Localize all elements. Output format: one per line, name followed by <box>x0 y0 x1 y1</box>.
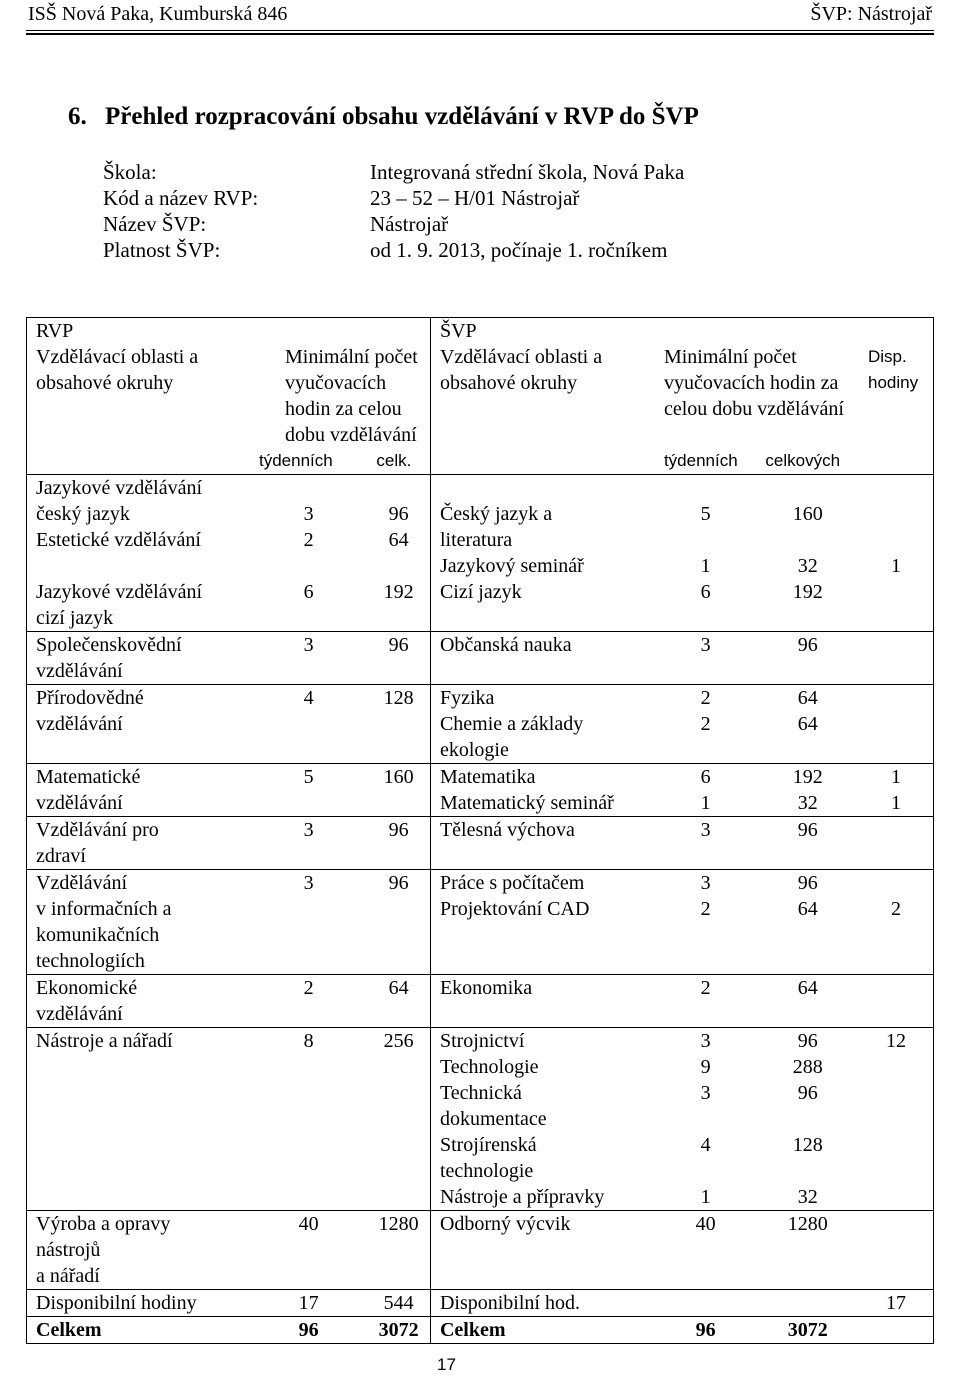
curriculum-table <box>26 317 934 1344</box>
rvp-total-cell <box>367 817 430 870</box>
rvp-total: 96 <box>388 503 409 525</box>
table-row <box>27 632 934 685</box>
disp-hours <box>859 975 933 1001</box>
svp-subject <box>440 475 655 501</box>
svp-weekly <box>655 475 756 501</box>
rvp-area: nástrojů <box>36 1239 101 1261</box>
svp-weekly <box>655 1290 756 1316</box>
table-row <box>27 1028 934 1211</box>
info-value: 23 – 52 – H/01 Nástrojař <box>370 186 580 210</box>
rvp-area: Společenskovědní <box>36 634 182 656</box>
svp-subject: Strojírenská <box>439 1134 537 1156</box>
svp-subject-cell <box>430 632 655 685</box>
rvp-total-cell <box>367 975 430 1028</box>
disp-hours <box>859 475 933 501</box>
disp-hours <box>859 527 933 553</box>
rvp-weekly <box>250 553 367 579</box>
rvp-total-cell <box>367 1290 430 1317</box>
svp-weekly: 1 <box>700 1186 711 1208</box>
total-label: Celkem <box>27 1317 251 1344</box>
header-min-hours: Minimální počet vyučovacích hodin za celou dobu vzdělávání <box>285 346 418 446</box>
page-number: 17 <box>437 1355 456 1374</box>
disp-hours-cell <box>859 1290 934 1317</box>
rvp-area: Ekonomické <box>36 977 138 999</box>
svp-total-cell <box>756 870 859 975</box>
rvp-weekly: 3 <box>303 634 314 656</box>
total-weekly: 96 <box>250 1317 367 1344</box>
disp-hours <box>859 501 933 527</box>
rvp-area: Matematické <box>36 766 141 788</box>
total-label-svp: Celkem <box>430 1317 655 1344</box>
rvp-area-cell <box>27 1290 251 1317</box>
rvp-total: 160 <box>383 766 414 788</box>
svp-weekly: 4 <box>700 1134 711 1156</box>
svp-total-cell <box>756 817 859 870</box>
sub-total: celk. <box>376 451 412 470</box>
svp-total: 288 <box>792 1056 823 1078</box>
title-text: Přehled rozpracování obsahu vzdělávání v RVP do ŠVP <box>105 103 699 130</box>
rvp-total: 96 <box>388 819 409 841</box>
svp-subject: Práce s počítačem <box>439 872 585 894</box>
rvp-area-cell <box>27 475 251 632</box>
svp-total-cell <box>756 685 859 764</box>
disp-hours <box>859 817 933 843</box>
disp-hours-cell <box>859 685 934 764</box>
rvp-total <box>367 475 430 501</box>
rvp-area-cell <box>27 870 251 975</box>
svp-total: 64 <box>797 977 818 999</box>
svp-weekly-cell <box>655 975 756 1028</box>
table-header-row <box>27 344 934 448</box>
rvp-area: vzdělávání <box>36 660 123 682</box>
rvp-area: Estetické vzdělávání <box>36 529 201 551</box>
svp-total: 192 <box>792 766 823 788</box>
svp-subject: Odborný výcvik <box>439 1213 571 1235</box>
disp-hours <box>859 1211 933 1237</box>
svp-weekly: 3 <box>700 1082 711 1104</box>
info-key: Kód a název RVP: <box>103 186 259 210</box>
header-school: ISŠ Nová Paka, Kumburská 846 <box>28 3 288 25</box>
info-key: Název ŠVP: <box>103 212 207 236</box>
svp-subject: Strojnictví <box>439 1030 525 1052</box>
table-row <box>27 975 934 1028</box>
rvp-total: 96 <box>388 634 409 656</box>
svp-weekly: 3 <box>700 872 711 894</box>
rvp-total-cell <box>367 685 430 764</box>
total-hours: 3072 <box>367 1317 430 1344</box>
rvp-weekly-cell <box>250 975 367 1028</box>
rvp-weekly-cell <box>250 817 367 870</box>
header-divider <box>26 30 934 31</box>
svp-subject: Matematický seminář <box>439 792 614 814</box>
svp-weekly-cell <box>655 817 756 870</box>
svp-total-cell <box>756 1290 859 1317</box>
svp-subject: Fyzika <box>439 687 495 709</box>
svp-total: 64 <box>797 713 818 735</box>
svp-weekly <box>655 1158 756 1184</box>
svp-subject: Jazykový seminář <box>439 555 584 577</box>
header-program: ŠVP: Nástrojař <box>810 3 932 25</box>
svp-total <box>756 1158 859 1184</box>
rvp-weekly: 3 <box>303 503 314 525</box>
svp-weekly: 2 <box>700 977 711 999</box>
rvp-total: 256 <box>383 1030 414 1052</box>
total-hours-svp: 3072 <box>756 1317 859 1344</box>
rvp-area-cell <box>27 975 251 1028</box>
info-value: od 1. 9. 2013, počínaje 1. ročníkem <box>370 238 668 262</box>
svp-weekly <box>655 527 756 553</box>
svp-weekly: 3 <box>700 819 711 841</box>
disp-hours <box>859 632 933 658</box>
svp-subject: ekologie <box>439 739 509 761</box>
rvp-weekly: 2 <box>303 529 314 551</box>
svp-subject-cell <box>430 1211 655 1290</box>
rvp-area-cell <box>27 817 251 870</box>
disp-hours: 1 <box>891 766 901 788</box>
rvp-weekly-cell <box>250 632 367 685</box>
rvp-area: Vzdělávání pro <box>36 819 159 841</box>
svp-total-cell <box>756 632 859 685</box>
svp-total <box>756 1106 859 1132</box>
svp-subject: Cizí jazyk <box>439 581 522 603</box>
header-area-svp: Vzdělávací oblasti a obsahové okruhy <box>430 344 655 448</box>
svp-weekly: 2 <box>700 713 711 735</box>
rvp-area: technologiích <box>36 950 145 972</box>
info-value: Integrovaná střední škola, Nová Paka <box>370 160 685 184</box>
svp-weekly-cell <box>655 1290 756 1317</box>
rvp-area: vzdělávání <box>36 792 123 814</box>
disp-hours: 17 <box>886 1292 906 1314</box>
disp-hours: 12 <box>886 1030 906 1052</box>
svp-weekly: 5 <box>700 503 711 525</box>
svp-total: 96 <box>797 1082 818 1104</box>
table-row <box>27 475 934 632</box>
rvp-total-cell <box>367 475 430 632</box>
svp-subject: literatura <box>439 529 513 551</box>
rvp-total: 64 <box>388 977 409 999</box>
rvp-weekly-cell <box>250 870 367 975</box>
svp-subject-cell <box>430 1290 655 1317</box>
svp-weekly: 3 <box>700 1030 711 1052</box>
svp-weekly: 1 <box>700 792 711 814</box>
svp-subject: Nástroje a přípravky <box>439 1186 605 1208</box>
svp-total: 32 <box>797 1186 818 1208</box>
svp-subject: Chemie a základy <box>439 713 584 735</box>
rvp-area: Výroba a opravy <box>36 1213 171 1235</box>
rvp-area: Přírodovědné <box>36 687 144 709</box>
rvp-area: Disponibilní hodiny <box>36 1292 197 1314</box>
rvp-weekly: 4 <box>303 687 314 709</box>
disp-hours-cell <box>859 764 934 817</box>
rvp-total: 192 <box>383 581 414 603</box>
svp-subject-cell <box>430 1028 655 1211</box>
header-area: Vzdělávací oblasti a obsahové okruhy <box>36 346 199 394</box>
svp-weekly: 6 <box>700 581 711 603</box>
rvp-weekly-cell <box>250 764 367 817</box>
rvp-weekly: 3 <box>303 819 314 841</box>
disp-hours <box>859 870 933 896</box>
svp-total: 192 <box>792 581 823 603</box>
rvp-total-cell <box>367 1211 430 1290</box>
disp-hours-cell <box>859 632 934 685</box>
svp-total <box>756 1290 859 1316</box>
table-row <box>27 1211 934 1290</box>
total-weekly-svp: 96 <box>655 1317 756 1344</box>
header-divider-thick <box>26 33 934 35</box>
sub-weekly-svp: týdenních <box>663 451 738 470</box>
disp-hours <box>859 685 933 711</box>
table-row <box>27 1290 934 1317</box>
rvp-total-cell <box>367 1028 430 1211</box>
svp-subject: dokumentace <box>439 1108 547 1130</box>
rvp-total: 64 <box>388 529 409 551</box>
rvp-total: 544 <box>383 1292 414 1314</box>
svp-subject: Ekonomika <box>439 977 533 999</box>
disp-hours-cell <box>859 475 934 632</box>
info-value: Nástrojař <box>370 212 449 236</box>
rvp-weekly-cell <box>250 685 367 764</box>
disp-hours-cell <box>859 975 934 1028</box>
svp-weekly: 2 <box>700 687 711 709</box>
svp-subject-cell <box>430 475 655 632</box>
rvp-area: komunikačních <box>36 924 160 946</box>
rvp-area-cell <box>27 1211 251 1290</box>
rvp-area: český jazyk <box>36 503 130 525</box>
rvp-weekly-cell <box>250 1211 367 1290</box>
rvp-total-cell <box>367 870 430 975</box>
sub-total-svp: celkových <box>765 451 841 470</box>
total-row <box>27 1317 934 1344</box>
svp-total: 1280 <box>787 1213 828 1235</box>
svp-subject: Disponibilní hod. <box>439 1292 580 1314</box>
svp-total: 96 <box>797 1030 818 1052</box>
rvp-area-cell <box>27 685 251 764</box>
rvp-total: 96 <box>388 872 409 894</box>
svp-subject-cell <box>430 685 655 764</box>
header-disp: Disp. hodiny <box>868 347 919 392</box>
info-key: Škola: <box>103 160 157 184</box>
table-row <box>27 817 934 870</box>
rvp-area-cell <box>27 632 251 685</box>
rvp-total-cell <box>367 764 430 817</box>
svp-subject: Český jazyk a <box>439 503 553 525</box>
rvp-total-cell <box>367 632 430 685</box>
svp-weekly-cell <box>655 475 756 632</box>
svp-subject-cell <box>430 764 655 817</box>
svp-weekly-cell <box>655 1211 756 1290</box>
rvp-total <box>367 553 430 579</box>
rvp-area: Nástroje a nářadí <box>36 1030 173 1052</box>
svp-weekly-cell <box>655 685 756 764</box>
rvp-weekly: 5 <box>303 766 314 788</box>
svp-total <box>756 527 859 553</box>
rvp-area <box>36 553 250 579</box>
rvp-weekly: 6 <box>303 581 314 603</box>
disp-hours-cell <box>859 1211 934 1290</box>
rvp-weekly: 8 <box>303 1030 314 1052</box>
svp-weekly <box>655 1106 756 1132</box>
svp-total: 160 <box>792 503 823 525</box>
disp-hours-cell <box>859 870 934 975</box>
svp-total-cell <box>756 1211 859 1290</box>
rvp-area: Jazykové vzdělávání <box>36 477 203 499</box>
rvp-area: Jazykové vzdělávání <box>36 581 203 603</box>
svp-subject: Občanská nauka <box>439 634 572 656</box>
rvp-weekly: 17 <box>298 1292 319 1314</box>
svp-total: 64 <box>797 898 818 920</box>
rvp-area: Vzdělávání <box>36 872 128 894</box>
rvp-weekly <box>250 475 367 501</box>
title-number: 6. <box>68 103 87 130</box>
svp-weekly: 3 <box>700 634 711 656</box>
disp-hours-cell <box>859 1028 934 1211</box>
svp-total-cell <box>756 1028 859 1211</box>
svp-total-cell <box>756 764 859 817</box>
svp-weekly-cell <box>655 1028 756 1211</box>
svp-total: 128 <box>792 1134 823 1156</box>
rvp-area: a nářadí <box>36 1265 100 1287</box>
svp-total: 32 <box>797 792 818 814</box>
svp-total-cell <box>756 975 859 1028</box>
rvp-area: vzdělávání <box>36 1003 123 1025</box>
rvp-area: cizí jazyk <box>36 607 114 629</box>
svp-weekly: 40 <box>695 1213 716 1235</box>
rvp-area: vzdělávání <box>36 713 123 735</box>
svp-total <box>756 475 859 501</box>
svp-subject-cell <box>430 817 655 870</box>
svp-label: ŠVP <box>430 318 655 345</box>
rvp-area-cell <box>27 764 251 817</box>
disp-hours: 2 <box>891 898 901 920</box>
sub-weekly: týdenních <box>259 451 333 470</box>
svp-total: 96 <box>797 634 818 656</box>
rvp-weekly: 2 <box>303 977 314 999</box>
disp-hours-cell <box>859 817 934 870</box>
svp-weekly-cell <box>655 764 756 817</box>
svp-total: 96 <box>797 819 818 841</box>
table-row <box>27 870 934 975</box>
svp-weekly: 1 <box>700 555 711 577</box>
svp-subject: Projektování CAD <box>439 898 590 920</box>
rvp-area-cell <box>27 1028 251 1211</box>
svp-weekly-cell <box>655 870 756 975</box>
table-subheader-row <box>27 448 934 475</box>
header-min-hours-svp: Minimální počet vyučovacích hodin za celou dobu vzdělávání <box>663 346 844 420</box>
info-key: Platnost ŠVP: <box>103 238 221 262</box>
rvp-weekly-cell <box>250 1290 367 1317</box>
svp-subject: Tělesná výchova <box>439 819 575 841</box>
svp-weekly-cell <box>655 632 756 685</box>
svp-weekly: 2 <box>700 898 711 920</box>
table-row <box>27 764 934 817</box>
table-header-row <box>27 318 934 345</box>
rvp-weekly: 40 <box>298 1213 319 1235</box>
svp-subject: technologie <box>439 1160 534 1182</box>
rvp-total: 1280 <box>378 1213 419 1235</box>
svp-subject: Technická <box>439 1082 522 1104</box>
rvp-label: RVP <box>36 320 74 342</box>
svp-weekly: 9 <box>700 1056 711 1078</box>
svp-total-cell <box>756 475 859 632</box>
rvp-total: 128 <box>383 687 414 709</box>
svp-total: 64 <box>797 687 818 709</box>
disp-hours: 1 <box>891 555 901 577</box>
svp-total: 96 <box>797 872 818 894</box>
rvp-weekly: 3 <box>303 872 314 894</box>
svp-total: 32 <box>797 555 818 577</box>
svp-weekly: 6 <box>700 766 711 788</box>
svp-subject-cell <box>430 870 655 975</box>
rvp-area: zdraví <box>36 845 86 867</box>
table-row <box>27 685 934 764</box>
svp-subject-cell <box>430 975 655 1028</box>
disp-hours: 1 <box>891 792 901 814</box>
svp-subject: Matematika <box>439 766 536 788</box>
svp-subject: Technologie <box>439 1056 539 1078</box>
rvp-area: v informačních a <box>36 898 172 920</box>
rvp-weekly-cell <box>250 1028 367 1211</box>
rvp-weekly-cell <box>250 475 367 632</box>
